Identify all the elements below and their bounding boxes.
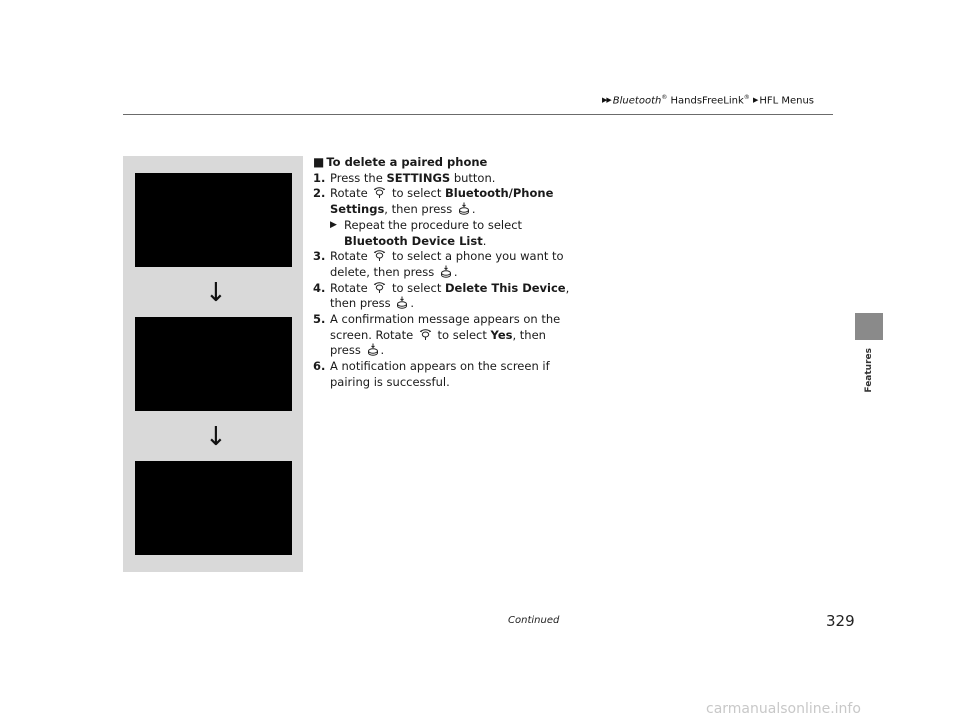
screen-image-3 [135,461,292,555]
dial-icon [373,281,386,294]
page-number: 329 [826,612,855,630]
press-icon [440,265,452,278]
dial-icon [373,186,386,199]
instructions [313,155,573,391]
dial-icon [373,249,386,262]
section-heading: ■ To delete a paired phone [313,155,488,169]
watermark: carmanualsonline.info [706,701,861,717]
dial-icon [419,328,432,341]
breadcrumb-arrow-icon: ▶▶ [602,96,611,105]
press-icon [367,343,379,356]
arrow-down-icon: ↓ [205,278,227,308]
breadcrumb-arrow-icon: ▶ [752,96,758,105]
press-icon [396,296,408,309]
arrow-down-icon: ↓ [205,422,227,452]
side-tab-block [855,313,883,340]
screen-image-2 [135,317,292,411]
header-rule [123,114,833,115]
breadcrumb-part1: Bluetooth [612,95,662,107]
substep: ▶ Repeat the procedure to select Bluetooth Device List. [330,217,523,248]
step-3: 3. Rotate to select a phone you want to delete, then press . [313,249,564,279]
step-6: 6. A notification appears on the screen if pairing is successful. [313,359,550,389]
side-tab-label: Features [864,348,874,393]
screenshot-panel [123,156,303,572]
breadcrumb-part3: HFL Menus [759,95,815,107]
continued-label: Continued [508,615,560,626]
square-bullet-icon: ■ [313,155,325,169]
step-5: 5. A confirmation message appears on the screen. Rotate to select Yes, then press . [313,312,561,358]
screen-image-1 [135,173,292,267]
breadcrumb [602,94,814,106]
sub-arrow-icon: ▶ [330,219,337,230]
breadcrumb-reg2: ® [743,94,750,101]
breadcrumb-reg1: ® [661,94,668,101]
breadcrumb-part2: HandsFreeLink [667,95,744,107]
step-2: 2. Rotate to select Bluetooth/Phone Settings, then press . [313,186,554,217]
press-icon [458,202,470,215]
step-1: 1. Press the SETTINGS button. [313,170,496,185]
step-4: 4. Rotate to select Delete This Device, then press . [313,280,570,311]
